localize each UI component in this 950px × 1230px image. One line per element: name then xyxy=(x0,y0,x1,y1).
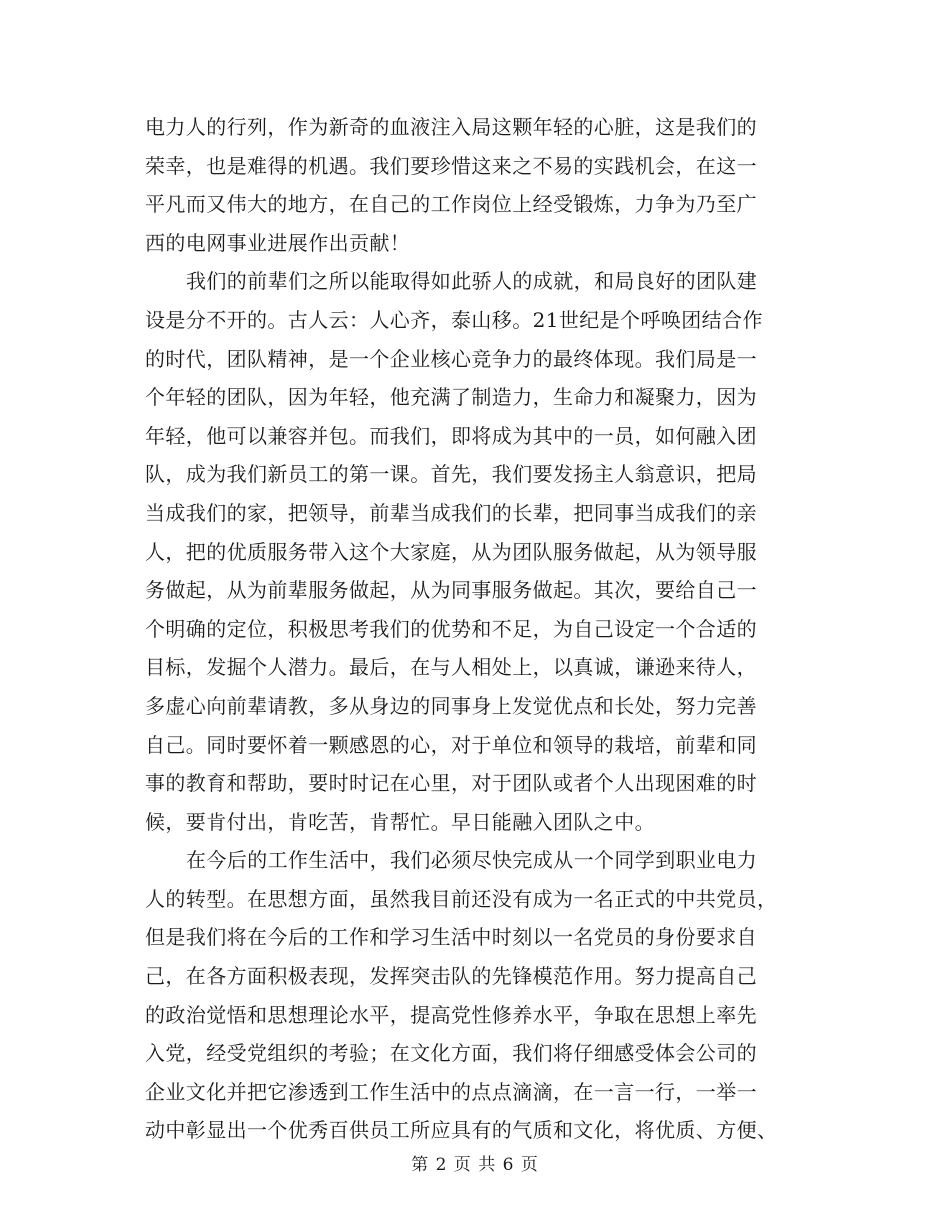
text-line: 动中彰显出一个优秀百供员工所应具有的气质和文化，将优质、方便、 xyxy=(145,1118,778,1143)
text-line: 个年轻的团队，因为年轻，他充满了制造力，生命力和凝聚力，因为 xyxy=(145,385,757,410)
text-line: 在今后的工作生活中，我们必须尽快完成从一个同学到职业电力 xyxy=(186,848,758,873)
text-line: 己，在各方面积极表现，发挥突击队的先锋模范作用。努力提高自己 xyxy=(145,964,757,989)
text-line: 电力人的行列，作为新奇的血液注入局这颗年轻的心脏，这是我们的 xyxy=(145,115,757,139)
text-line: 企业文化并把它渗透到工作生活中的点点滴滴，在一言一行，一举一 xyxy=(145,1079,757,1104)
text-line: 目标，发掘个人潜力。最后，在与人相处上，以真诚，谦逊来待人， xyxy=(145,655,757,680)
text-line: 务做起，从为前辈服务做起，从为同事服务做起。其次，要给自己一 xyxy=(145,578,757,603)
text-line: 人的转型。在思想方面，虽然我目前还没有成为一名正式的中共党员， xyxy=(145,886,778,911)
text-line: 荣幸，也是难得的机遇。我们要珍惜这来之不易的实践机会，在这一 xyxy=(145,153,757,178)
text-line: 多虚心向前辈请教，多从身边的同事身上发觉优点和长处，努力完善 xyxy=(145,693,757,718)
text-line: 设是分不开的。古人云：人心齐，泰山移。21世纪是个呼唤团结合作 xyxy=(145,307,763,332)
page-number-footer: 第 2 页 共 6 页 xyxy=(411,1155,539,1175)
document-body xyxy=(145,108,810,1150)
text-line: 候，要肯付出，肯吃苦，肯帮忙。早日能融入团队之中。 xyxy=(145,809,655,834)
text-line: 入党，经受党组织的考验；在文化方面，我们将仔细感受体会公司的 xyxy=(145,1041,757,1066)
text-line: 我们的前辈们之所以能取得如此骄人的成就，和局良好的团队建 xyxy=(186,269,758,294)
text-line: 当成我们的家，把领导，前辈当成我们的长辈，把同事当成我们的亲 xyxy=(145,500,757,525)
text-line: 年轻，他可以兼容并包。而我们，即将成为其中的一员，如何融入团 xyxy=(145,423,757,448)
text-line: 西的电网事业进展作出贡献！ xyxy=(145,230,411,255)
text-line: 的时代，团队精神，是一个企业核心竞争力的最终体现。我们局是一 xyxy=(145,346,757,371)
text-line: 队，成为我们新员工的第一课。首先，我们要发扬主人翁意识，把局 xyxy=(145,462,757,487)
text-line: 平凡而又伟大的地方，在自己的工作岗位上经受锻炼，力争为乃至广 xyxy=(145,192,757,217)
text-line: 事的教育和帮助，要时时记在心里，对于团队或者个人出现困难的时 xyxy=(145,771,757,796)
text-line: 自己。同时要怀着一颗感恩的心，对于单位和领导的栽培，前辈和同 xyxy=(145,732,757,757)
text-line: 的政治觉悟和思想理论水平，提高党性修养水平，争取在思想上率先 xyxy=(145,1002,757,1027)
text-line: 但是我们将在今后的工作和学习生活中时刻以一名党员的身份要求自 xyxy=(145,925,757,950)
text-line: 个明确的定位，积极思考我们的优势和不足，为自己设定一个合适的 xyxy=(145,616,757,641)
text-line: 人，把的优质服务带入这个大家庭，从为团队服务做起，从为领导服 xyxy=(145,539,757,564)
